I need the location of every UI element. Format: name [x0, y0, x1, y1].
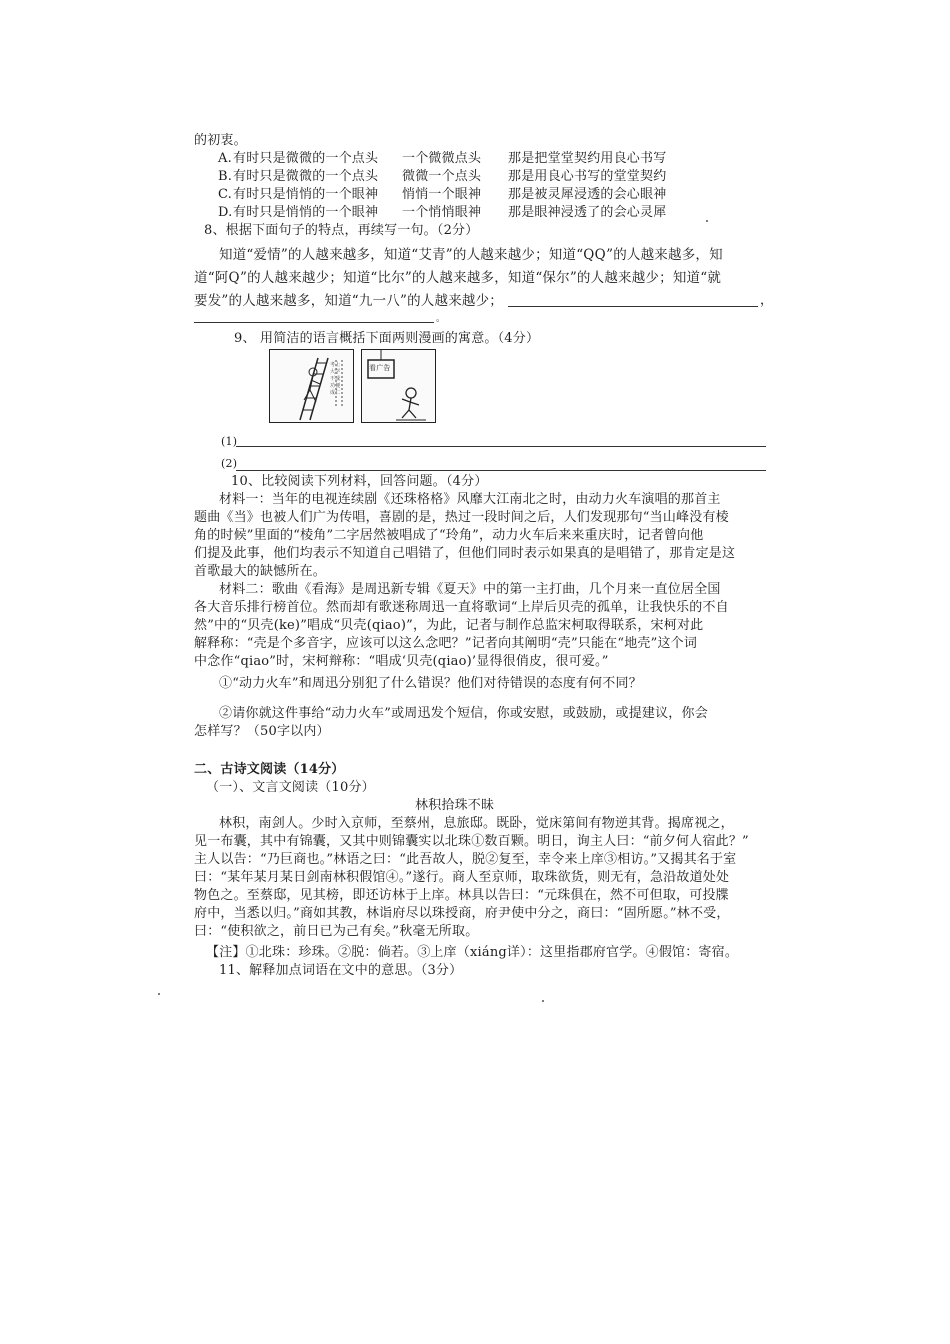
- passage-line: 见一布囊，其中有锦囊，又其中则锦囊实以北珠①数百颗。明日，询主人曰：“前夕何人宿此？”: [194, 834, 749, 849]
- option-part1: 有时只是悄悄的一个眼神: [233, 205, 379, 220]
- option-part2: 悄悄一个眼神: [402, 187, 482, 202]
- q8-comma: ，: [760, 293, 774, 308]
- passage-line: 曰：“使积欲之，前日已为己有矣。”秋毫无所取。: [194, 924, 479, 939]
- option-part2: 一个微微点头: [402, 151, 482, 166]
- passage-title: 林积拾珠不昧: [415, 798, 495, 813]
- option-part2: 微微一个点头: [402, 169, 482, 184]
- passage-line: 主人以告：“乃巨商也。”林语之曰：“此吾故人，脱②复至，幸令来上庠③相访。”又揭其名于室: [194, 852, 737, 867]
- comic-2-sign: 看广告: [369, 364, 391, 372]
- q8-title: 8、根据下面句子的特点，再续写一句。（2分）: [204, 223, 479, 238]
- comic-2-drawing: [362, 350, 435, 422]
- q9-answer-blank-2[interactable]: [236, 470, 766, 471]
- material-line: 中念作“qiao”时，宋柯辩称：“唱成‘贝壳(qiao)’显得很俏皮，很可爱。”: [194, 654, 609, 669]
- q8-line1: 知道“爱情”的人越来越多，知道“艾青”的人越来越少；知道“QQ”的人越来越多，知: [219, 247, 723, 263]
- option-part2: 一个悄悄眼神: [402, 205, 482, 220]
- material-line: 各大音乐排行榜首位。然而却有歌迷称周迅一直将歌词“上岸后贝壳的孤单，让我快乐的不自: [194, 600, 729, 615]
- material-line: 材料二：歌曲《看海》是周迅新专辑《夏天》中的第一主打曲，几个月来一直位居全国: [219, 582, 721, 597]
- option-letter: B.: [218, 169, 233, 184]
- material-line: 们提及此事，他们均表示不知道自己唱错了，但他们同时表示如果真的是唱错了，那肯定是这: [194, 546, 736, 561]
- option-part1: 有时只是悄悄的一个眼神: [233, 187, 379, 202]
- q8-line3: 要发”的人越来越多，知道“九一八”的人越来越少；: [194, 293, 504, 309]
- section2-heading: 二、古诗文阅读（14分）: [194, 762, 345, 777]
- intro-line: 的初衷。: [194, 133, 247, 148]
- material-line: 材料一：当年的电视连续剧《还珠格格》风靡大江南北之时，由动力火车演唱的那首主: [219, 492, 721, 507]
- option-part3: 那是眼神浸透了的会心灵犀: [508, 205, 667, 220]
- q8-line2: 道“阿Q”的人越来越少；知道“比尔”的人越来越多，知道“保尔”的人越来越少；知道“就: [194, 270, 722, 286]
- material-line: 解释称：“壳是个多音字，应该可以这么念吧？”记者向其阐明“壳”只能在“地壳”这个词: [194, 636, 698, 651]
- passage-line: 物色之。至蔡邸，见其榜，即还访林于上庠。林具以告曰：“元珠俱在，然不可但取，可投牒: [194, 888, 729, 903]
- passage-line: 曰：“某年某月某日剑南林积假馆④。”遂行。商人至京师，取珠欲货，则无有，急沿故道处处: [194, 870, 730, 885]
- q9-answer-blank-1[interactable]: [236, 446, 766, 447]
- option-letter: C.: [218, 187, 233, 202]
- comic-1-caption: 考上大学 不成功便成仁: [330, 362, 341, 396]
- q8-answer-blank-1[interactable]: [508, 306, 758, 307]
- option-letter: D.: [218, 205, 233, 220]
- scan-speck: [158, 993, 160, 995]
- option-part3: 那是把堂堂契约用良心书写: [508, 151, 667, 166]
- option-part1: 有时只是微微的一个点头: [233, 151, 379, 166]
- material-line: 角的时候”里面的“棱角”二字居然被唱成了“玲角”，动力火车后来来重庆时，记者曾向他: [194, 528, 704, 543]
- option-a: [218, 150, 698, 168]
- scan-speck: [542, 1000, 544, 1002]
- q8-answer-blank-2[interactable]: [194, 322, 434, 323]
- option-d: [218, 204, 698, 222]
- option-b: [218, 168, 698, 186]
- comic-2: [361, 349, 436, 423]
- q9-blank1-label: (1): [221, 435, 238, 448]
- passage-line: 林积，南剑人。少时入京师，至蔡州，息旅邸。既卧，觉床第间有物逆其背。揭席视之，: [219, 816, 734, 831]
- q10-sub2-line2: 怎样写？（50字以内）: [194, 724, 330, 739]
- passage-line: 府中，当悉以归。”商如其教，林诣府尽以珠授商，府尹使中分之，商曰：“固所愿。”林不受，: [194, 906, 730, 921]
- scan-speck: [706, 220, 708, 222]
- passage-note: 【注】①北珠：珍珠。②脱：倘若。③上庠（xiáng详）：这里指郡府官学。④假馆：寄宿。: [206, 945, 739, 960]
- material-line: 题曲《当》也被人们广为传唱，喜剧的是，热过一段时间之后，人们发现那句“当山峰没有棱: [194, 510, 729, 525]
- section2-sub-heading: （一）、文言文阅读（10分）: [206, 780, 375, 795]
- q10-title: 10、比较阅读下列材料，回答问题。（4分）: [231, 474, 488, 489]
- q10-sub2-line1: ②请你就这件事给“动力火车”或周迅发个短信，你或安慰，或鼓励，或提建议，你会: [219, 706, 708, 721]
- material-line: 首歌最大的缺憾所在。: [194, 564, 327, 579]
- q8-dot-mark: 。: [436, 314, 446, 324]
- option-c: [218, 186, 698, 204]
- option-part1: 有时只是微微的一个点头: [233, 169, 379, 184]
- option-part3: 那是被灵犀浸透的会心眼神: [508, 187, 667, 202]
- comic-1: [269, 349, 354, 423]
- option-letter: A.: [218, 151, 232, 166]
- q10-sub1: ①“动力火车”和周迅分别犯了什么错误？他们对待错误的态度有何不同？: [219, 676, 642, 691]
- material-line: 然”中的“贝壳(ke)”唱成“贝壳(qiao)”，为此，记者与制作总监宋柯取得联系，宋柯对此: [194, 618, 704, 633]
- q9-title: 9、 用简洁的语言概括下面两则漫画的寓意。（4分）: [234, 331, 540, 346]
- q9-blank2-label: (2): [221, 457, 238, 470]
- q11-title: 11、解释加点词语在文中的意思。（3分）: [219, 963, 463, 978]
- option-part3: 那是用良心书写的堂堂契约: [508, 169, 667, 184]
